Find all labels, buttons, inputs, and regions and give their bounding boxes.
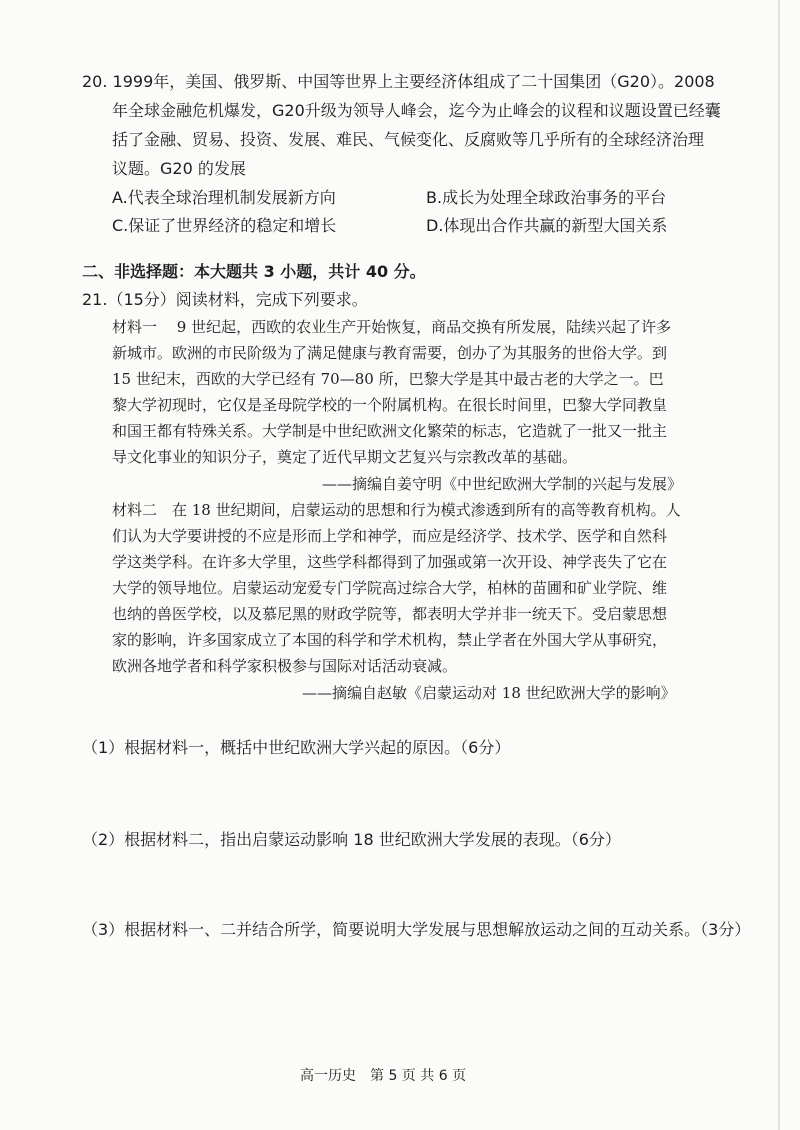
material-2-line-4: 大学的领导地位。启蒙运动宠爱专门学院高过综合大学，柏林的苗圃和矿业学院、维 (112, 579, 668, 597)
sub-question-2: （2）根据材料二，指出启蒙运动影响 18 世纪欧洲大学发展的表现。（6分） (82, 830, 621, 849)
material-2-line-1: 材料二 在 18 世纪期间，启蒙运动的思想和行为模式渗透到所有的高等教育机构。人 (112, 501, 681, 519)
sub-question-1: （1）根据材料一，概括中世纪欧洲大学兴起的原因。（6分） (82, 738, 511, 757)
page-edge-divider (778, 0, 780, 1130)
q20-stem-line-3: 括了金融、贸易、投资、发展、难民、气候变化、反腐败等几乎所有的全球经济治理 (112, 130, 705, 149)
q20-option-a: A.代表全球治理机制发展新方向 (112, 188, 336, 207)
material-2-line-2: 们认为大学要讲授的不应是形而上学和神学，而应是经济学、技术学、医学和自然科 (112, 527, 668, 545)
material-2-line-7: 欧洲各地学者和科学家积极参与国际对话活动衰减。 (112, 657, 458, 675)
material-1-line-6: 导文化事业的知识分子，奠定了近代早期文艺复兴与宗教改革的基础。 (112, 448, 578, 466)
material-1-line-1: 材料一 9 世纪起，西欧的农业生产开始恢复，商品交换有所发展，陆续兴起了许多 (112, 318, 672, 336)
q20-stem-line-4: 议题。G20 的发展 (112, 159, 246, 178)
q20-option-c: C.保证了世界经济的稳定和增长 (112, 216, 337, 235)
q20-option-b: B.成长为处理全球政治事务的平台 (426, 188, 667, 207)
material-1-line-3: 15 世纪末，西欧的大学已经有 70—80 所，巴黎大学是其中最古老的大学之一。巴 (112, 370, 664, 388)
section-2-heading: 二、非选择题：本大题共 3 小题，共计 40 分。 (82, 262, 426, 281)
material-2-line-5: 也纳的兽医学校，以及慕尼黑的财政学院等，都表明大学并非一统天下。受启蒙思想 (112, 605, 668, 623)
material-2-source: ——摘编自赵敏《启蒙运动对 18 世纪欧洲大学的影响》 (302, 684, 676, 702)
q20-stem-line-1: 20. 1999年，美国、俄罗斯、中国等世界上主要经济体组成了二十国集团（G20）。2008 (82, 72, 715, 91)
q21-intro: 21.（15分）阅读材料，完成下列要求。 (82, 290, 368, 309)
sub-question-3: （3）根据材料一、二并结合所学，简要说明大学发展与思想解放运动之间的互动关系。（3分） (82, 920, 751, 939)
page-footer: 高一历史 第 5 页 共 6 页 (300, 1068, 467, 1084)
q20-stem-line-2: 年全球金融危机爆发，G20升级为领导人峰会，迄今为止峰会的议程和议题设置已经囊 (112, 101, 721, 120)
material-1-line-2: 新城市。欧洲的市民阶级为了满足健康与教育需要，创办了为其服务的世俗大学。到 (112, 344, 668, 362)
material-1-source: ——摘编自姜守明《中世纪欧洲大学制的兴起与发展》 (322, 475, 683, 493)
q20-option-d: D.体现出合作共赢的新型大国关系 (426, 216, 668, 235)
material-1-line-5: 和国王都有特殊关系。大学制是中世纪欧洲文化繁荣的标志，它造就了一批又一批主 (112, 422, 668, 440)
material-2-line-6: 家的影响，许多国家成立了本国的科学和学术机构，禁止学者在外国大学从事研究， (112, 631, 668, 649)
material-1-line-4: 黎大学初现时，它仅是圣母院学校的一个附属机构。在很长时间里，巴黎大学同教皇 (112, 396, 668, 414)
material-2-line-3: 学这类学科。在许多大学里，这些学科都得到了加强或第一次开设、神学丧失了它在 (112, 553, 668, 571)
